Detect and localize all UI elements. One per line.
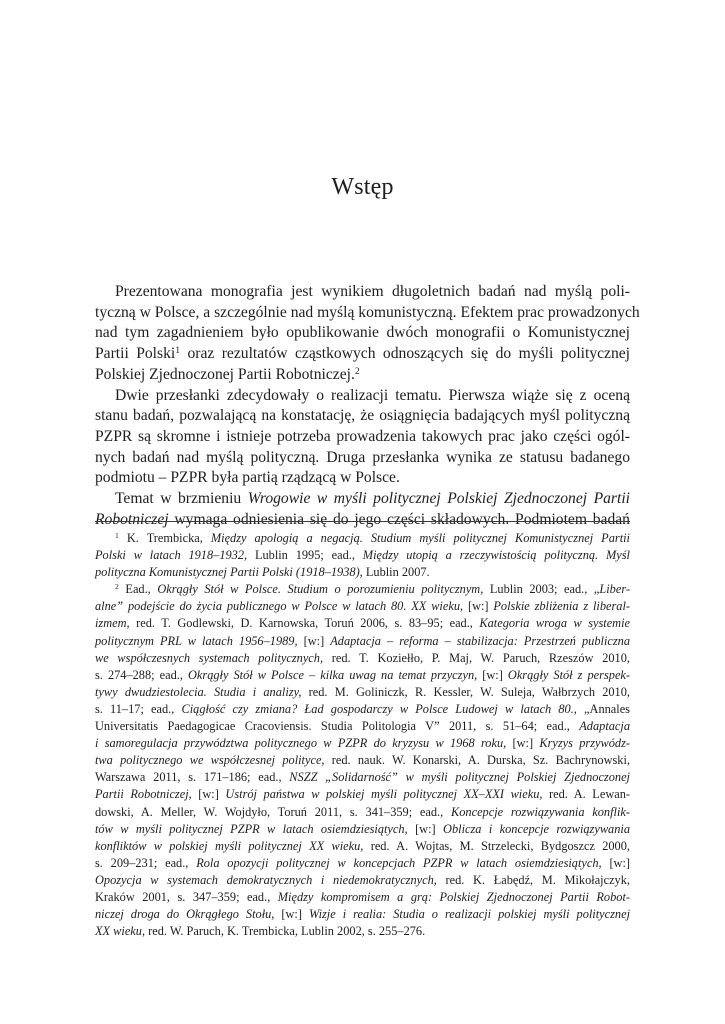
footnote-line: $^2$ Ead., Okrągły Stół w Polsce. Studium o porozumieniu politycznym, Lublin 2003; ead., „Liber- — [115, 582, 631, 597]
text-line: stanu badań, pozwalającą na konstatację, że osiągnięcia badających myśl polityczną — [95, 407, 630, 425]
text-line: podmiotu – PZPR była partią rządzącą w Polsce. — [95, 469, 400, 487]
text-line: nych badań nad myślą polityczną. Druga przesłanka wynika ze statusu badanego — [95, 448, 630, 466]
footnote-line: s. 11–17; ead., Ciągłość czy zmiana? Ład gospodarczy w Polsce Ludowej w latach 80., „Annales — [95, 701, 630, 716]
footnote-line: s. 209–231; ead., Rola opozycji politycznej w koncepcjach PZPR w latach osiemdziesiątych, [w:] — [95, 855, 631, 870]
text-line: PZPR są skromne i istnieje potrzeba prowadzenia takowych prac jako części ogól- — [95, 427, 630, 445]
footnote-line: politycznym PRL w latach 1956–1989, [w:] Adaptacja – reforma – stabilizacja: Przestrzeń publiczna — [95, 633, 631, 648]
footnote-line: izmem, red. T. Godlewski, D. Karnowska, Toruń 2006, s. 83–95; ead., Kategoria wroga w systemie — [95, 616, 631, 631]
footnote-divider — [95, 521, 630, 522]
footnote-line: tów w myśli politycznej PZPR w latach osiemdziesiątych, [w:] Oblicza i koncepcje rozwiązywania — [95, 821, 631, 836]
footnote-line: i samoregulacja przywództwa politycznego w PZPR do kryzysu w 1968 roku, [w:] Kryzys przywódz- — [95, 736, 630, 751]
footnote-line: Opozycja w systemach demokratycznych i niedemokratycznych, red. K. Łabędź, M. Mikołajczyk, — [95, 872, 630, 887]
footnote-line: alne” podejście do życia publicznego w Polsce w latach 80. XX wieku, [w:] Polskie zbliżenia z liberal- — [95, 599, 630, 614]
footnote-line: polityczna Komunistycznej Partii Polski (1918–1938), Lublin 2007. — [95, 565, 430, 580]
footnote-line: twa politycznego we współczesnej polityce, red. nauk. W. Konarski, A. Durska, Sz. Bachrynowski, — [95, 753, 630, 768]
footnote-line: Polski w latach 1918–1932, Lublin 1995; ead., Między utopią a rzeczywistością polityczną. Myśl — [95, 548, 630, 563]
text-line: Prezentowana monografia jest wynikiem długoletnich badań nad myślą poli- — [115, 283, 630, 300]
footnote-ref-2[interactable]: 2 — [354, 365, 360, 377]
footnote-ref-1[interactable]: 1 — [175, 345, 181, 357]
chapter-title: Wstęp — [331, 174, 394, 200]
footnote-line: $^1$ K. Trembicka, Między apologią a negacją. Studium myśli politycznej Komunistycznej Partii — [115, 531, 630, 545]
footnote-line: Universitatis Paedagogicae Cracoviensis. Studia Politologia V” 2011, s. 51–64; ead., Adaptacja — [95, 719, 631, 734]
footnote-line: Partii Robotniczej, [w:] Ustrój państwa w polskiej myśli politycznej XX–XXI wieku, red. A. Lewan- — [95, 787, 630, 802]
text-line: Temat w brzmieniu Wrogowie w myśli politycznej Polskiej Zjednoczonej Partii — [115, 490, 630, 508]
main-text — [95, 282, 640, 530]
footnote-number: 1 — [115, 531, 119, 541]
footnote-line: dowski, A. Meller, W. Wojdyło, Toruń 2011, s. 341–359; ead., Koncepcje rozwiązywania konflik- — [95, 804, 630, 819]
footnote-line: s. 274–288; ead., Okrągły Stół w Polsce – kilka uwag na temat przyczyn, [w:] Okrągły Stół z perspek- — [95, 667, 631, 682]
text-line: tyczną w Polsce, a szczególnie nad myślą komunistyczną. Efektem prac prowadzonych — [95, 303, 640, 321]
footnote-line: XX wieku, red. W. Paruch, K. Trembicka, Lublin 2002, s. 255–276. — [95, 924, 426, 939]
footnotes — [95, 530, 630, 940]
text-line: Partii Polski$^1$ oraz rezultatów cząstkowych odnoszących się do myśli politycznej — [95, 345, 631, 363]
footnote-line: tywy dwudziestolecia. Studia i analizy, red. M. Goliniczk, R. Kessler, W. Suleja, Wałbrzych 2010, — [95, 684, 630, 699]
text-line: Robotniczej wymaga odniesienia się do jego części składowych. Podmiotem badań — [95, 510, 630, 528]
footnote-line: niczej droga do Okrągłego Stołu, [w:] Wizje i realia: Studia o realizacji polskiej myśli politycznej — [95, 907, 631, 922]
footnote-line: konfliktów w polskiej myśli politycznej XX wieku, red. A. Wojtas, M. Strzelecki, Bydgoszcz 2000, — [95, 838, 630, 853]
footnote-line: Warszawa 2011, s. 171–186; ead., NSZZ „Solidarność” w myśli politycznej Polskiej Zjednoczonej — [95, 770, 630, 785]
text-line: Dwie przesłanki zdecydowały o realizacji tematu. Pierwsza wiąże się z oceną — [115, 386, 630, 404]
footnote-line: we współczesnych systemach politycznych, red. T. Koziełło, P. Maj, W. Paruch, Rzeszów 2010, — [95, 650, 630, 665]
footnote-line: Kraków 2001, s. 347–359; ead., Między kompromisem a grą: Polskiej Zjednoczonej Partii Robot- — [95, 889, 630, 904]
footnote-number: 2 — [115, 582, 119, 592]
text-line: Polskiej Zjednoczonej Partii Robotniczej.$^2$ — [95, 365, 360, 383]
text-line: nad tym zagadnieniem było opublikowanie dwóch monografii o Komunistycznej — [95, 324, 630, 342]
